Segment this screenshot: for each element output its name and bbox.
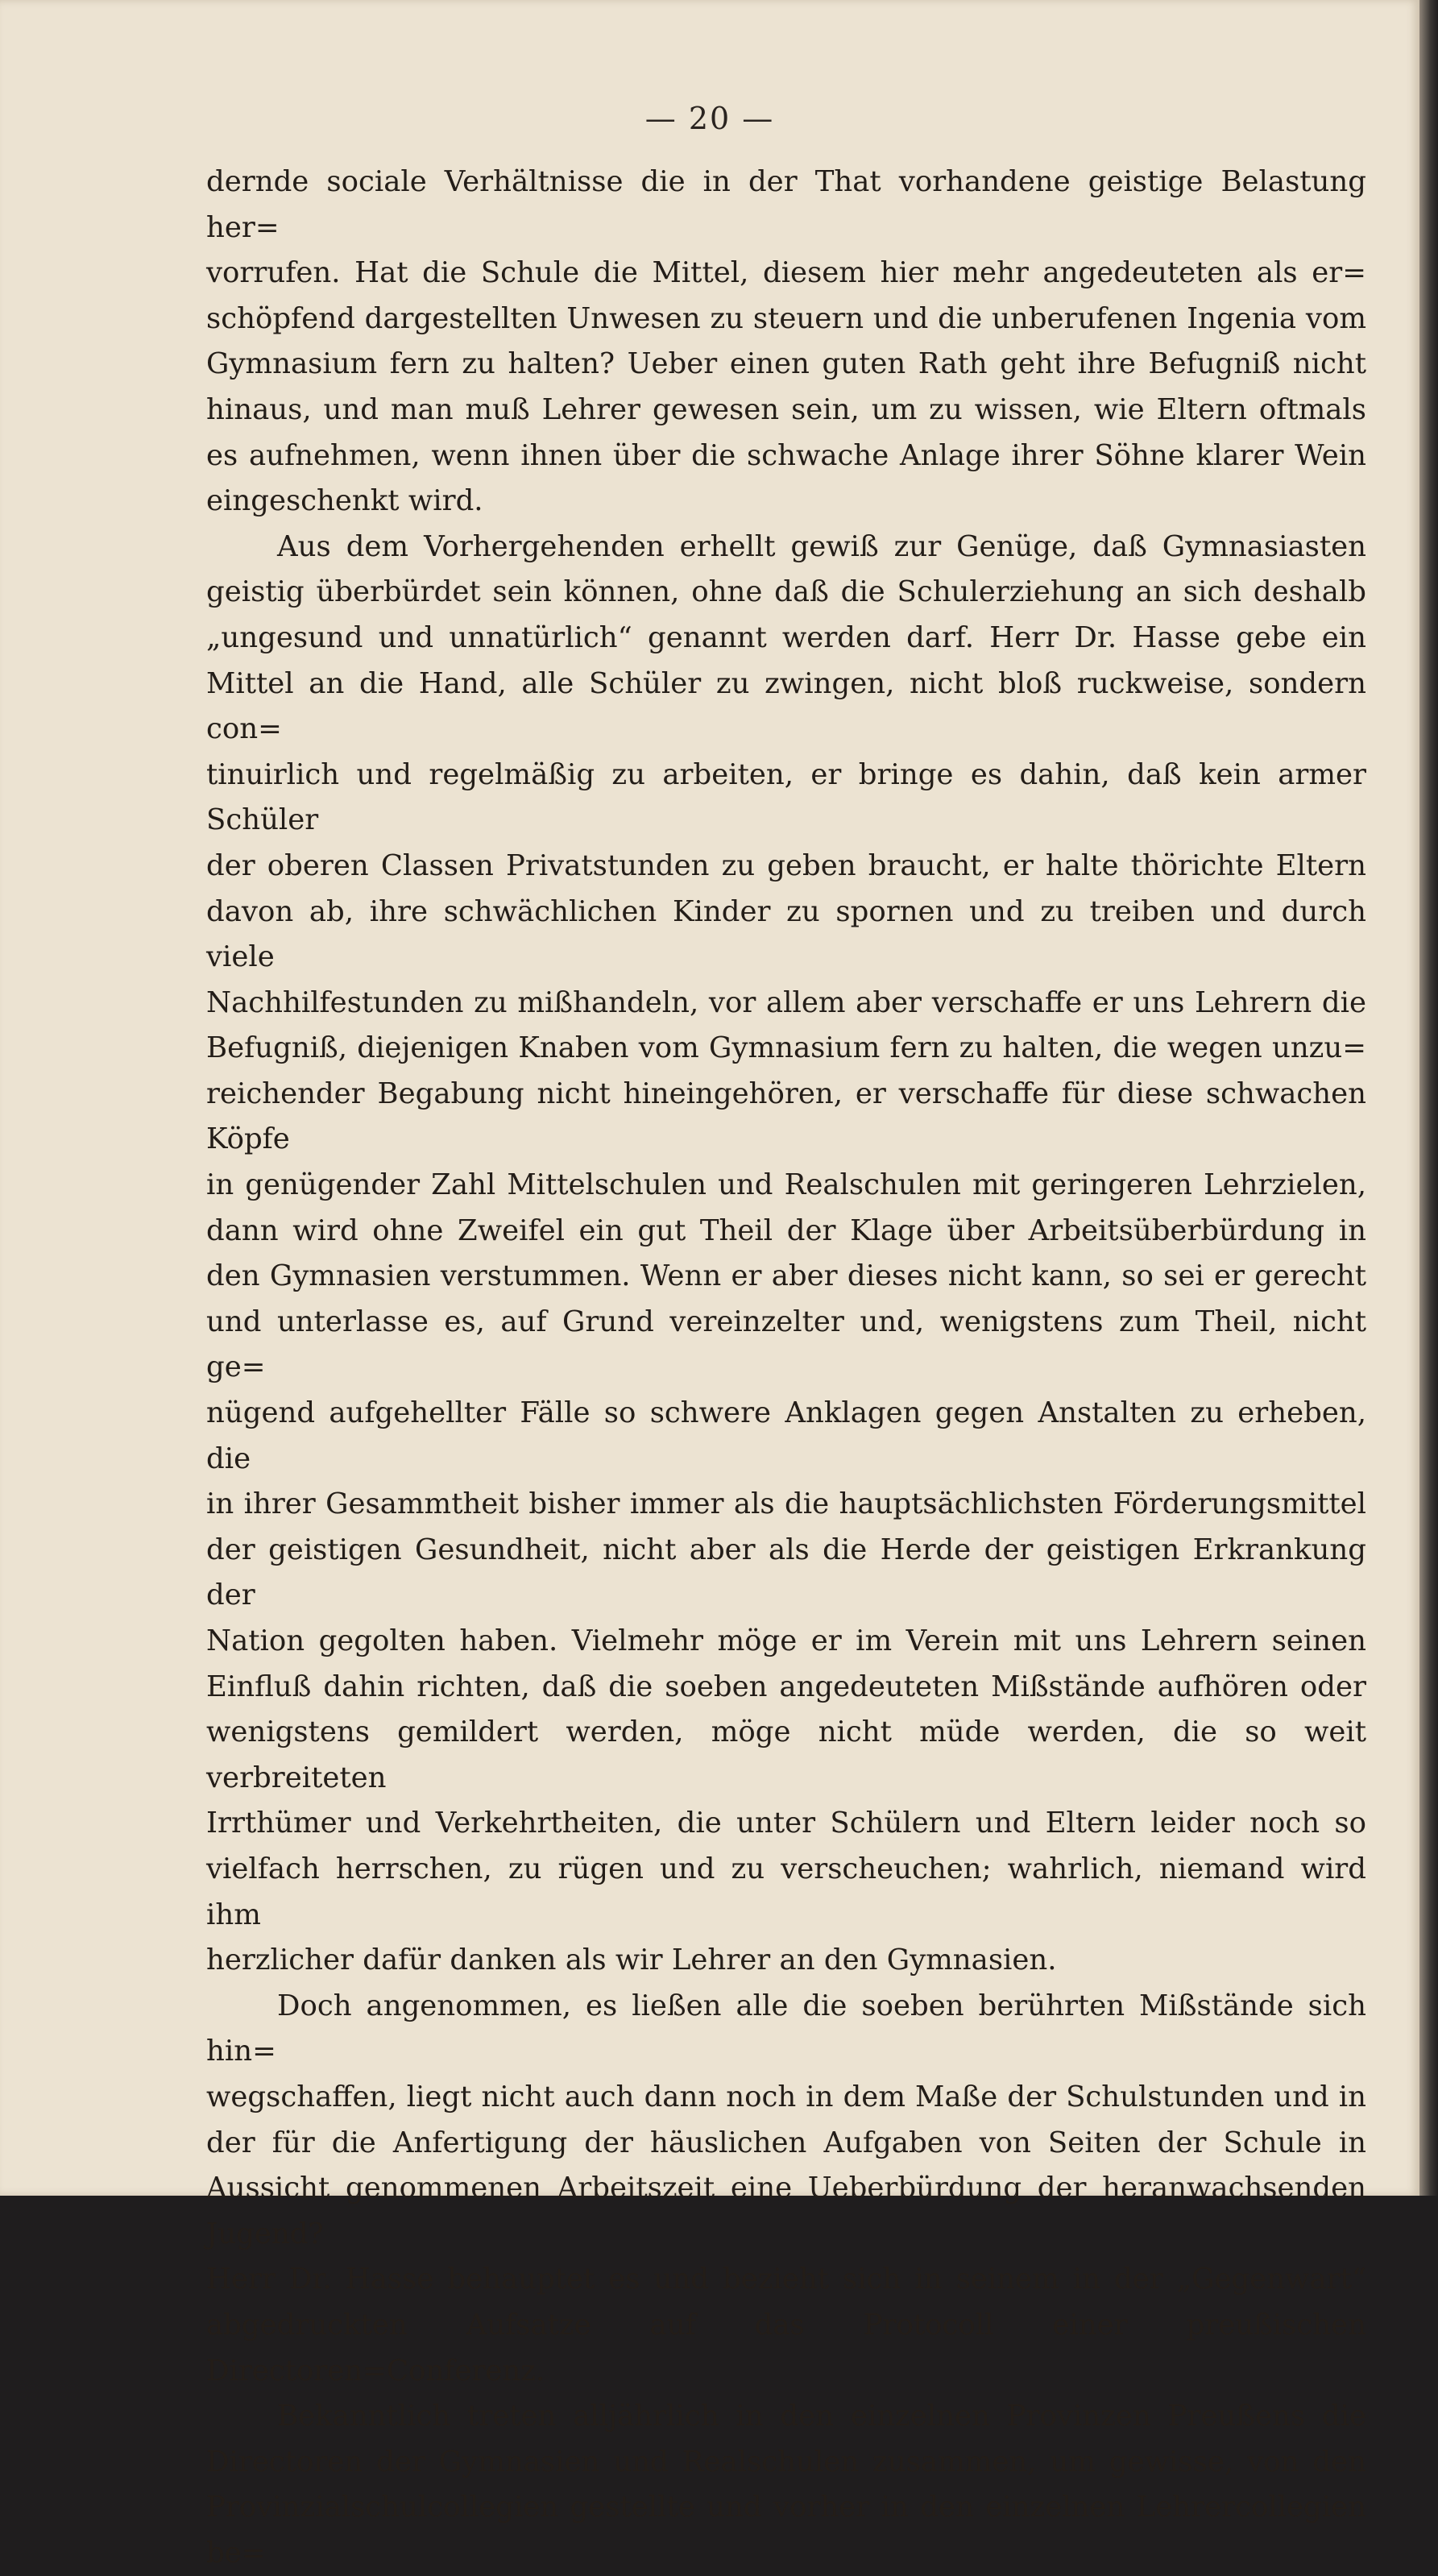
body-text xyxy=(206,160,1366,2576)
text-line: Einfluß dahin richten, daß die soeben angedeuteten Mißstände aufhören oder xyxy=(206,1670,1366,1703)
text-line: dernde sociale Verhältnisse die in der That vorhandene geistige Belastung her= xyxy=(206,165,1366,244)
text-line: abgedruckten Aufsatze auf das Protocoll einer preußischen Directoren=Conferenz. xyxy=(206,2308,1366,2387)
text-line: reichender Begabung nicht hineingehören, er verschaffe für diese schwachen Köpfe xyxy=(206,1076,1366,1156)
text-line: Nation gegolten haben. Vielmehr möge er im Verein mit uns Lehrern seinen xyxy=(206,1624,1366,1657)
text-line: Provinzialschulcollegien gestellte und vorher in den einzelnen Lehrercollegien be= xyxy=(206,2491,1366,2570)
text-line: hinaus, und man muß Lehrer gewesen sein, um zu wissen, wie Eltern oftmals xyxy=(206,392,1366,426)
text-line: vielfach herrschen, zu rügen und zu verscheuchen; wahrlich, niemand wird ihm xyxy=(206,1852,1366,1931)
text-line: Bekanntlich treten alljährlich in den einzelnen Provinzen Preußens die xyxy=(277,2400,1366,2433)
text-line: es aufnehmen, wenn ihnen über die schwache Anlage ihrer Söhne klarer Wein xyxy=(206,438,1366,472)
text-line: eingeschenkt wird. xyxy=(206,484,483,518)
text-line: wegschaffen, liegt nicht auch dann noch in dem Maße der Schulstunden und in xyxy=(206,2080,1366,2113)
text-line: Aus dem Vorhergehenden erhellt gewiß zur Genüge, daß Gymnasiasten xyxy=(277,529,1366,563)
text-line: der geistigen Gesundheit, nicht aber als die Herde der geistigen Erkrankung der xyxy=(206,1533,1366,1612)
text-line: der oberen Classen Privatstunden zu geben braucht, er halte thörichte Eltern xyxy=(206,848,1366,882)
text-line: geistig überbürdet sein können, ohne daß die Schulerziehung an sich deshalb xyxy=(206,575,1366,609)
text-line: Doch angenommen, es ließen alle die soeben berührten Mißstände sich hin= xyxy=(206,1989,1366,2068)
text-line: Nachhilfestunden zu mißhandeln, vor allem aber verschaffe er uns Lehrern die xyxy=(206,985,1366,1019)
text-line: der für die Anfertigung der häuslichen Aufgaben von Seiten der Schule in xyxy=(206,2126,1366,2159)
page-number: — 20 — xyxy=(644,101,775,136)
text-line: davon ab, ihre schwächlichen Kinder zu spornen und zu treiben und durch viele xyxy=(206,894,1366,974)
text-line: vorrufen. Hat die Schule die Mittel, diesem hier mehr angedeuteten als er= xyxy=(206,256,1366,290)
text-line: tinuirlich und regelmäßig zu arbeiten, er bringe es dahin, daß kein armer Schüler xyxy=(206,757,1366,837)
text-line: in genügender Zahl Mittelschulen und Realschulen mit geringeren Lehrzielen, xyxy=(206,1168,1366,1202)
text-line: nügend aufgehellter Fälle so schwere Anklagen gegen Anstalten zu erheben, die xyxy=(206,1396,1366,1475)
text-line: dann wird ohne Zweifel ein gut Theil der Klage über Arbeitsüberbürdung in xyxy=(206,1213,1366,1247)
text-line: den Gymnasien verstummen. Wenn er aber dieses nicht kann, so sei er gerecht xyxy=(206,1259,1366,1293)
text-line: und unterlasse es, auf Grund vereinzelter und, wenigstens zum Theil, nicht ge= xyxy=(206,1305,1366,1384)
book-spine-edge xyxy=(1419,0,1438,2196)
text-line: schöpfend dargestellten Unwesen zu steuern und die unberufenen Ingenia vom xyxy=(206,301,1366,335)
text-line: Irrthümer und Verkehrtheiten, die unter Schülern und Eltern leider noch so xyxy=(206,1807,1366,1840)
text-line: „ungesund und unnatürlich“ genannt werden darf. Herr Dr. Hasse gebe ein xyxy=(206,620,1366,654)
text-line: Gymnasium fern zu halten? Ueber einen guten Rath geht ihre Befugniß nicht xyxy=(206,347,1366,381)
text-line: in ihrer Gesammtheit bisher immer als die hauptsächlichsten Förderungsmittel xyxy=(206,1487,1366,1521)
text-line: Directoren der Gymnasien und Realschulen zusammen, um gewisse, von den xyxy=(206,2445,1366,2479)
text-line: Mittel an die Hand, alle Schüler zu zwingen, nicht bloß ruckweise, sondern con= xyxy=(206,666,1366,746)
text-line: herzlicher dafür danken als wir Lehrer an den Gymnasien. xyxy=(206,1943,1057,1977)
text-line: Herr Dr. Hasse behauptet es und bezieht sich in seinem in der „Gegenwart“ xyxy=(206,2263,1366,2296)
text-line: wenigstens gemildert werden, möge nicht müde werden, die so weit verbreiteten xyxy=(206,1715,1366,1794)
text-line: Aussicht genommenen Arbeitszeit eine Ueberbürdung der heranwachsenden Jugend? xyxy=(206,2172,1366,2250)
text-line: Befugniß, diejenigen Knaben vom Gymnasium fern zu halten, die wegen unzu= xyxy=(206,1031,1366,1065)
